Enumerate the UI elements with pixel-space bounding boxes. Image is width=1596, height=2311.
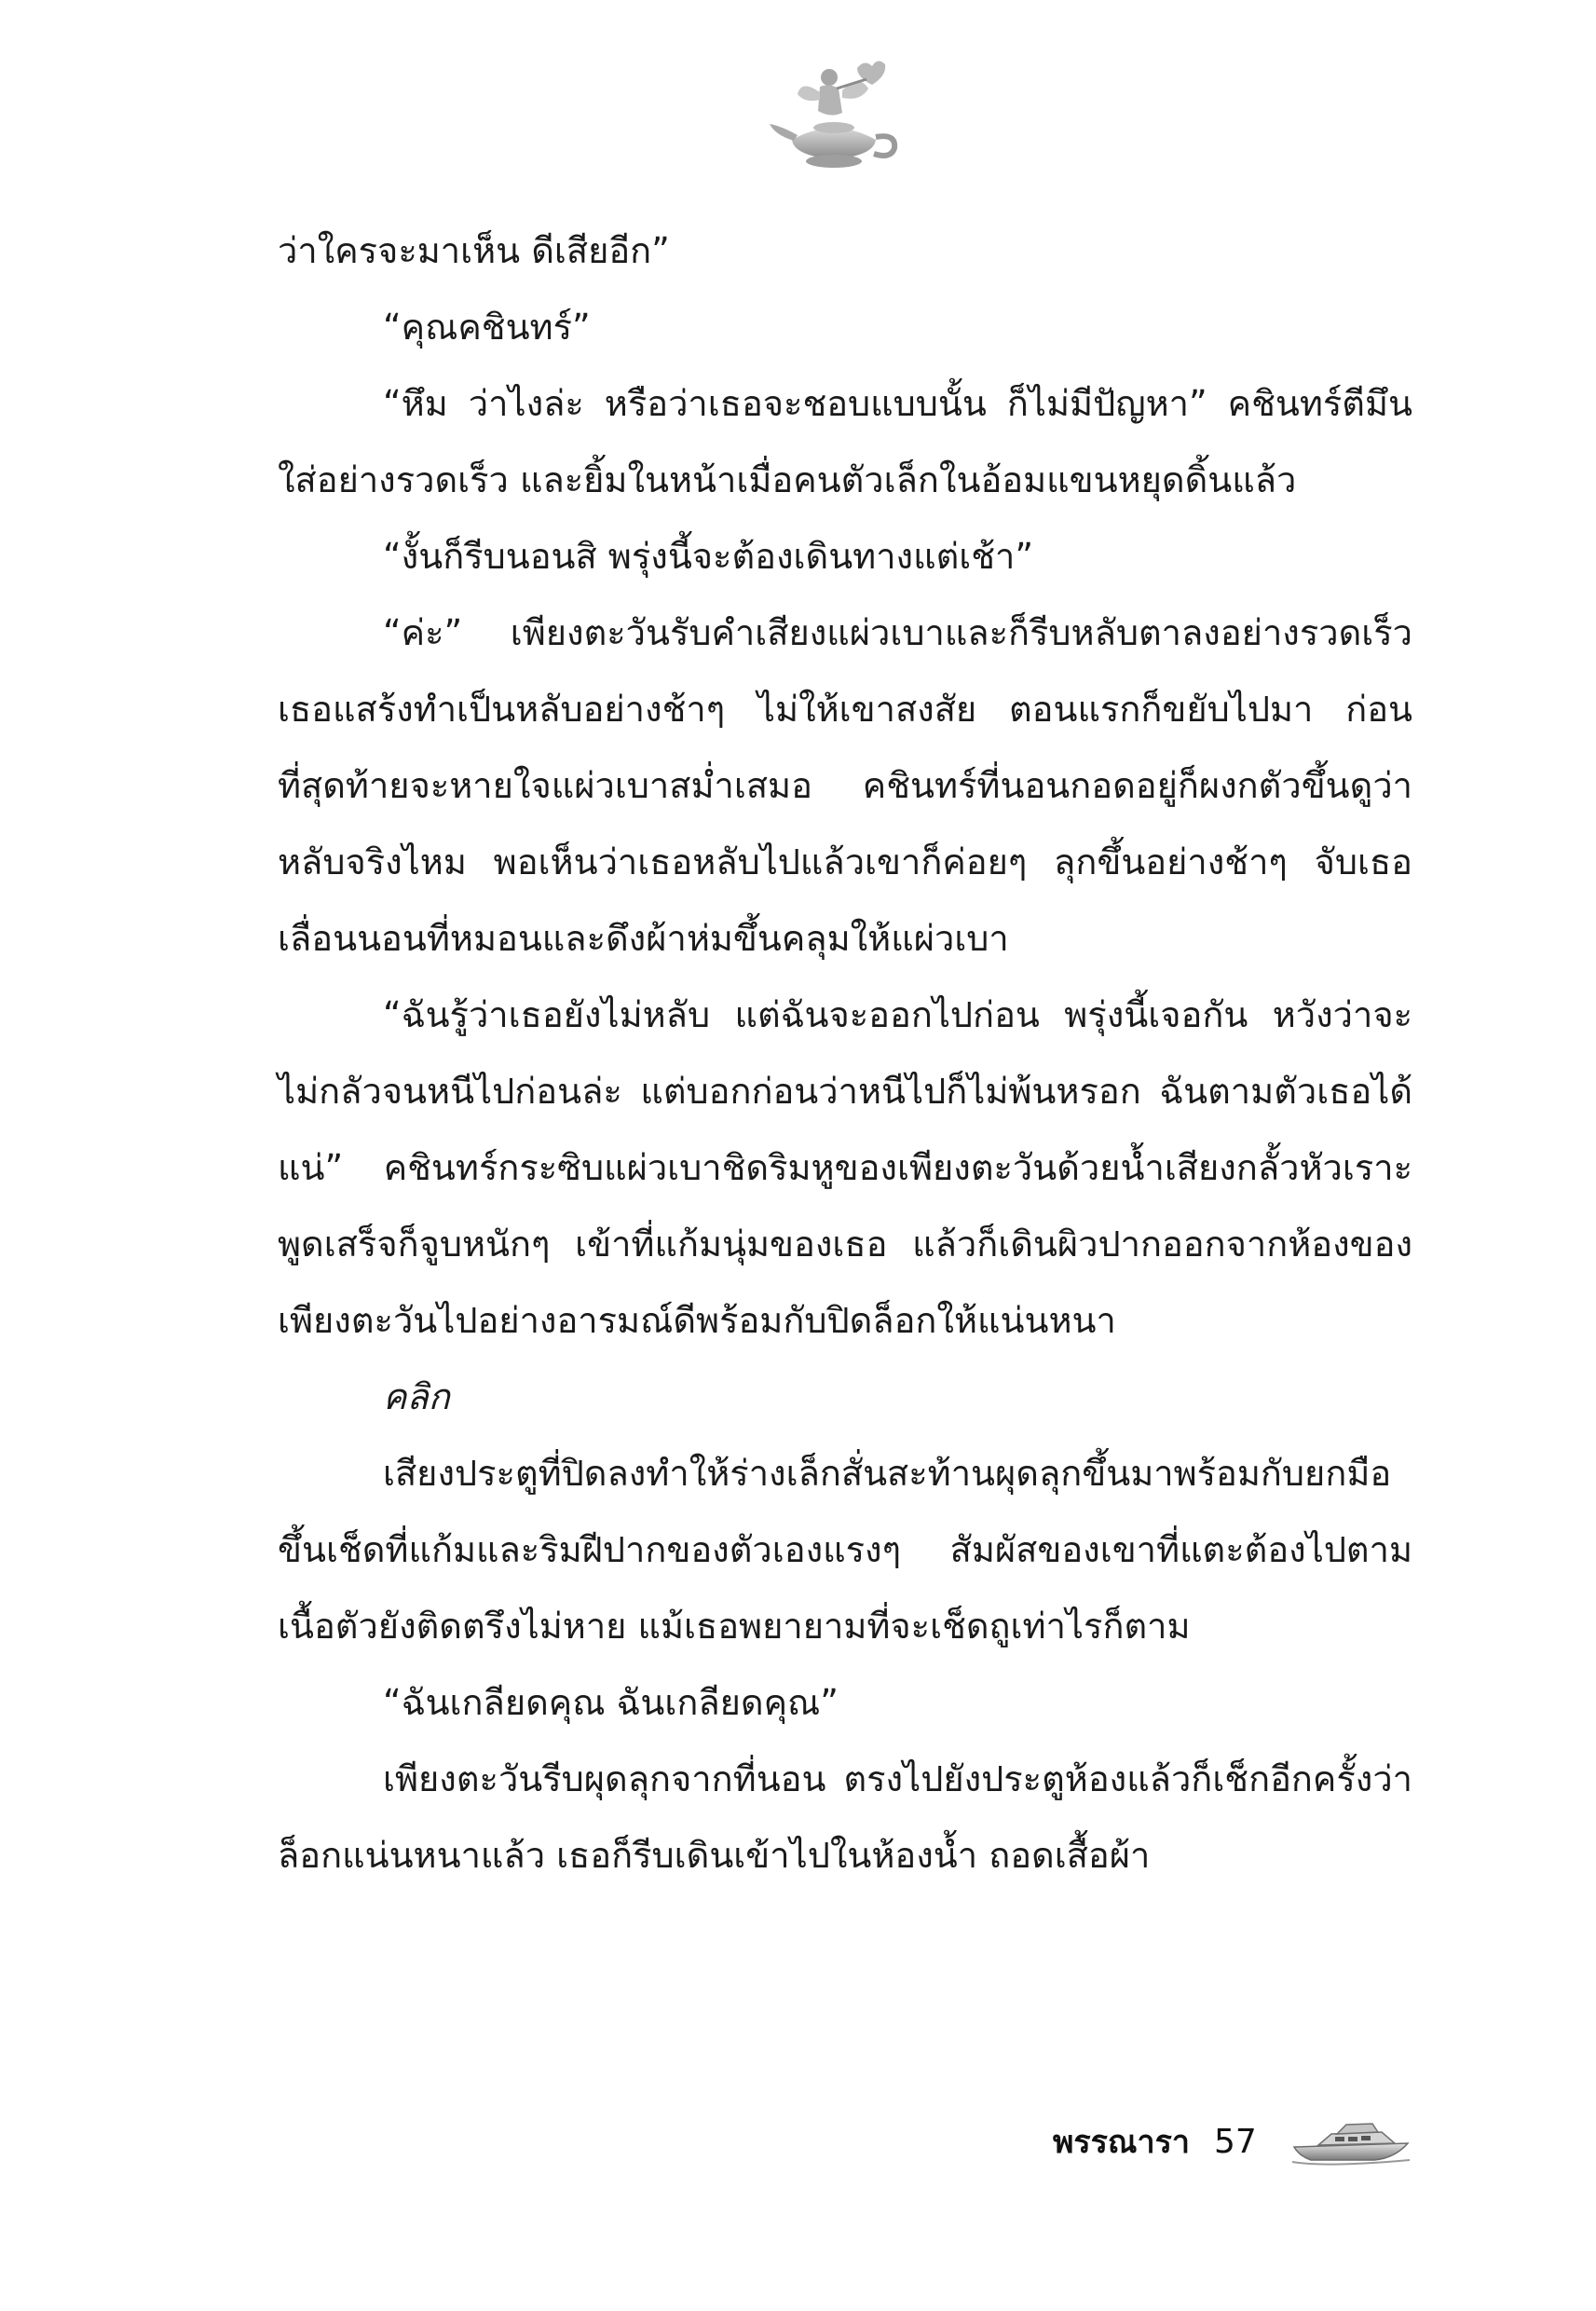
book-title: พรรณารา: [1053, 2124, 1190, 2161]
paragraph-9: “ฉันเกลียดคุณ ฉันเกลียดคุณ”: [383, 1682, 839, 1723]
paragraph-5: “ค่ะ” เพียงตะวันรับคำเสียงแผ่วเบาและก็รีบหลับตาลงอย่างรวดเร็ว เธอแสร้งทำเป็นหลับอย่างช้าๆ ไม่ให้เขาสงสัย ตอนแรกก็ขยับไปมา ก่อนที่สุดท้ายจะหายใจแผ่วเบาสม่ำเสมอ คชินทร์ที่นอนกอดอยู่ก็ผงกตัวขึ้นดูว่าหลับจริงไหม พอเห็นว่าเธอหลับไปแล้วเขาก็ค่อยๆ ลุกขึ้นอย่างช้าๆ จับเธอเลื่อนนอนที่หมอนและดึงผ้าห่มขึ้นคลุมให้แผ่วเบา: [278, 612, 1412, 959]
yacht-icon: [1290, 2115, 1412, 2167]
body-text: [278, 212, 1412, 1894]
paragraph-6: “ฉันรู้ว่าเธอยังไม่หลับ แต่ฉันจะออกไปก่อน พรุ่งนี้เจอกัน หวังว่าจะไม่กลัวจนหนีไปก่อนล่ะ แต่บอกก่อนว่าหนีไปก็ไม่พ้นหรอก ฉันตามตัวเธอได้แน่” คชินทร์กระซิบแผ่วเบาชิดริมหูของเพียงตะวันด้วยน้ำเสียงกลั้วหัวเราะ พูดเสร็จก็จูบหนักๆ เข้าที่แก้มนุ่มของเธอ แล้วก็เดินผิวปากออกจากห้องของเพียงตะวันไปอย่างอารมณ์ดีพร้อมกับปิดล็อกให้แน่นหนา: [278, 994, 1412, 1341]
page-number: 57: [1213, 2122, 1257, 2161]
paragraph-4: “งั้นก็รีบนอนสิ พรุ่งนี้จะต้องเดินทางแต่เช้า”: [383, 536, 1034, 577]
teapot-cupid-ornament-icon: [764, 51, 904, 172]
paragraph-7: คลิก: [383, 1376, 450, 1417]
page-footer: [1053, 2113, 1412, 2169]
paragraph-1: ว่าใครจะมาเห็น ดีเสียอีก”: [278, 230, 670, 271]
paragraph-3: “หึม ว่าไงล่ะ หรือว่าเธอจะชอบแบบนั้น ก็ไม่มีปัญหา” คชินทร์ตีมึนใส่อย่างรวดเร็ว และยิ้มในหน้าเมื่อคนตัวเล็กในอ้อมแขนหยุดดิ้นแล้ว: [278, 383, 1412, 500]
paragraph-10: เพียงตะวันรีบผุดลุกจากที่นอน ตรงไปยังประตูห้องแล้วก็เช็กอีกครั้งว่าล็อกแน่นหนาแล้ว เธอก็รีบเดินเข้าไปในห้องน้ำ ถอดเสื้อผ้า: [278, 1758, 1412, 1876]
paragraph-8: เสียงประตูที่ปิดลงทำให้ร่างเล็กสั่นสะท้านผุดลุกขึ้นมาพร้อมกับยกมือขึ้นเช็ดที่แก้มและริมฝีปากของตัวเองแรงๆ สัมผัสของเขาที่แตะต้องไปตามเนื้อตัวยังติดตรึงไม่หาย แม้เธอพยายามที่จะเช็ดถูเท่าไรก็ตาม: [278, 1453, 1412, 1647]
paragraph-2: “คุณคชินทร์”: [383, 307, 591, 348]
